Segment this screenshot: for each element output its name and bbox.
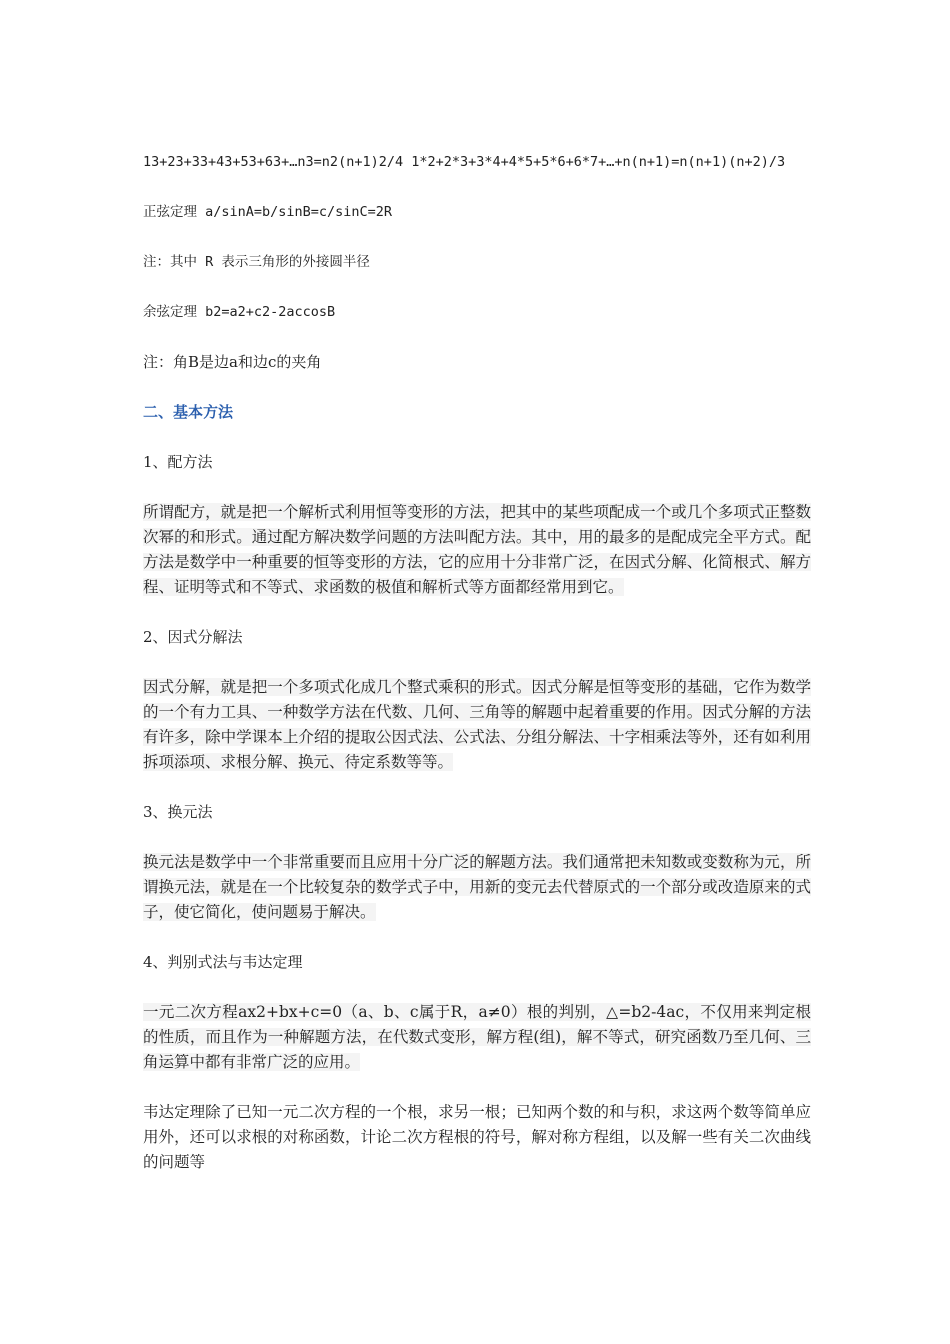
- method-3-heading: 3、换元法: [143, 803, 213, 821]
- method-2-text-content: 因式分解，就是把一个多项式化成几个整式乘积的形式。因式分解是恒等变形的基础，它作为数学的一个有力工具、一种数学方法在代数、几何、三角等的解题中起着重要的作用。因式分解的方法有许多，除中学课本上介绍的提取公因式法、公式法、分组分解法、十字相乘法等外，还有如利用拆项添项、求根分解、换元、待定系数等等。: [143, 678, 811, 771]
- method-3-text: [143, 850, 811, 925]
- sum-formula-line: 13+23+33+43+53+63+…n3=n2(n+1)2/4 1*2+2*3+3*4+4*5+5*6+6*7+…+n(n+1)=n(n+1)(n+2)/3: [143, 154, 786, 170]
- method-1-text: [143, 500, 811, 600]
- cosine-law-line: 余弦定理 b2=a2+c2-2accosB: [143, 304, 336, 320]
- method-4-text-content: 一元二次方程ax2+bx+c=0（a、b、c属于R，a≠0）根的判别，△=b2-4ac，不仅用来判定根的性质，而且作为一种解题方法，在代数式变形，解方程(组)，解不等式，研究函数乃至几何、三角运算中都有非常广泛的应用。: [143, 1003, 811, 1071]
- method-4-text-2: 韦达定理除了已知一元二次方程的一个根，求另一根；已知两个数的和与积，求这两个数等简单应用外，还可以求根的对称函数，计论二次方程根的符号，解对称方程组，以及解一些有关二次曲线的问题等: [143, 1103, 811, 1171]
- cosine-law-note: 注：角B是边a和边c的夹角: [143, 353, 322, 371]
- document-page: [143, 150, 811, 1200]
- sine-law-line: 正弦定理 a/sinA=b/sinB=c/sinC=2R: [143, 204, 393, 220]
- method-2-text: [143, 675, 811, 775]
- method-1-text-content: 所谓配方，就是把一个解析式利用恒等变形的方法，把其中的某些项配成一个或几个多项式正整数次幂的和形式。通过配方解决数学问题的方法叫配方法。其中，用的最多的是配成完全平方式。配方法是数学中一种重要的恒等变形的方法，它的应用十分非常广泛，在因式分解、化简根式、解方程、证明等式和不等式、求函数的极值和解析式等方面都经常用到它。: [143, 503, 811, 596]
- method-1-heading: 1、配方法: [143, 453, 213, 471]
- sine-law-note: 注：其中 R 表示三角形的外接圆半径: [143, 254, 370, 270]
- method-4-text: [143, 1000, 811, 1075]
- method-4-heading: 4、判别式法与韦达定理: [143, 953, 303, 971]
- section-title: 二、基本方法: [143, 403, 234, 421]
- method-2-heading: 2、因式分解法: [143, 628, 243, 646]
- method-3-text-content: 换元法是数学中一个非常重要而且应用十分广泛的解题方法。我们通常把未知数或变数称为元，所谓换元法，就是在一个比较复杂的数学式子中，用新的变元去代替原式的一个部分或改造原来的式子，使它简化，使问题易于解决。: [143, 853, 811, 921]
